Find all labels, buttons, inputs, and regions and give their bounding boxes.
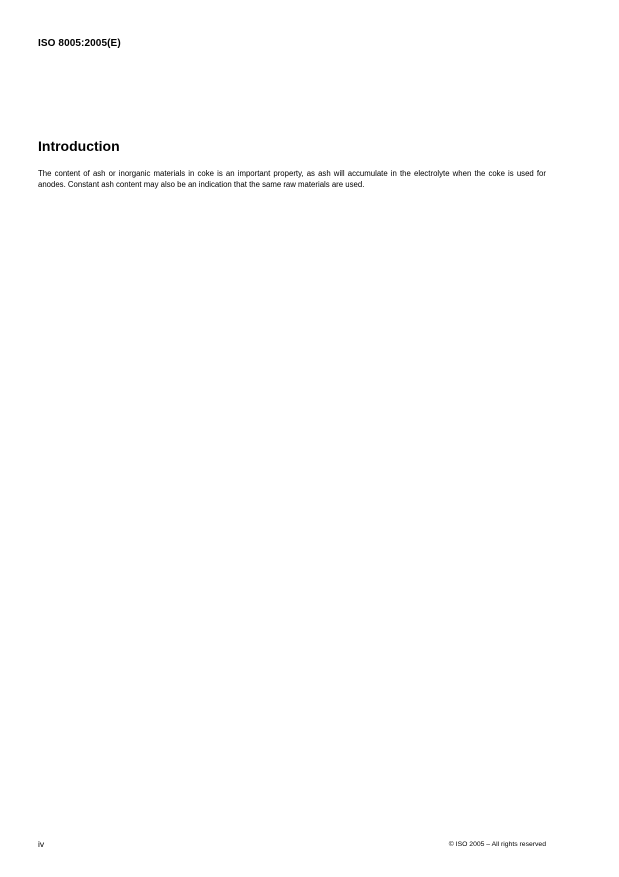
document-id-header: ISO 8005:2005(E) <box>38 38 121 49</box>
copyright-notice: © ISO 2005 – All rights reserved <box>448 841 546 848</box>
introduction-paragraph: The content of ash or inorganic materials in coke is an important property, as ash will accumulate in the electrolyte when the coke is used for anodes. Constant ash content may also be an indication that the same raw materials are used. <box>38 169 546 189</box>
section-title: Introduction <box>38 138 120 154</box>
page-number: iv <box>38 839 45 849</box>
